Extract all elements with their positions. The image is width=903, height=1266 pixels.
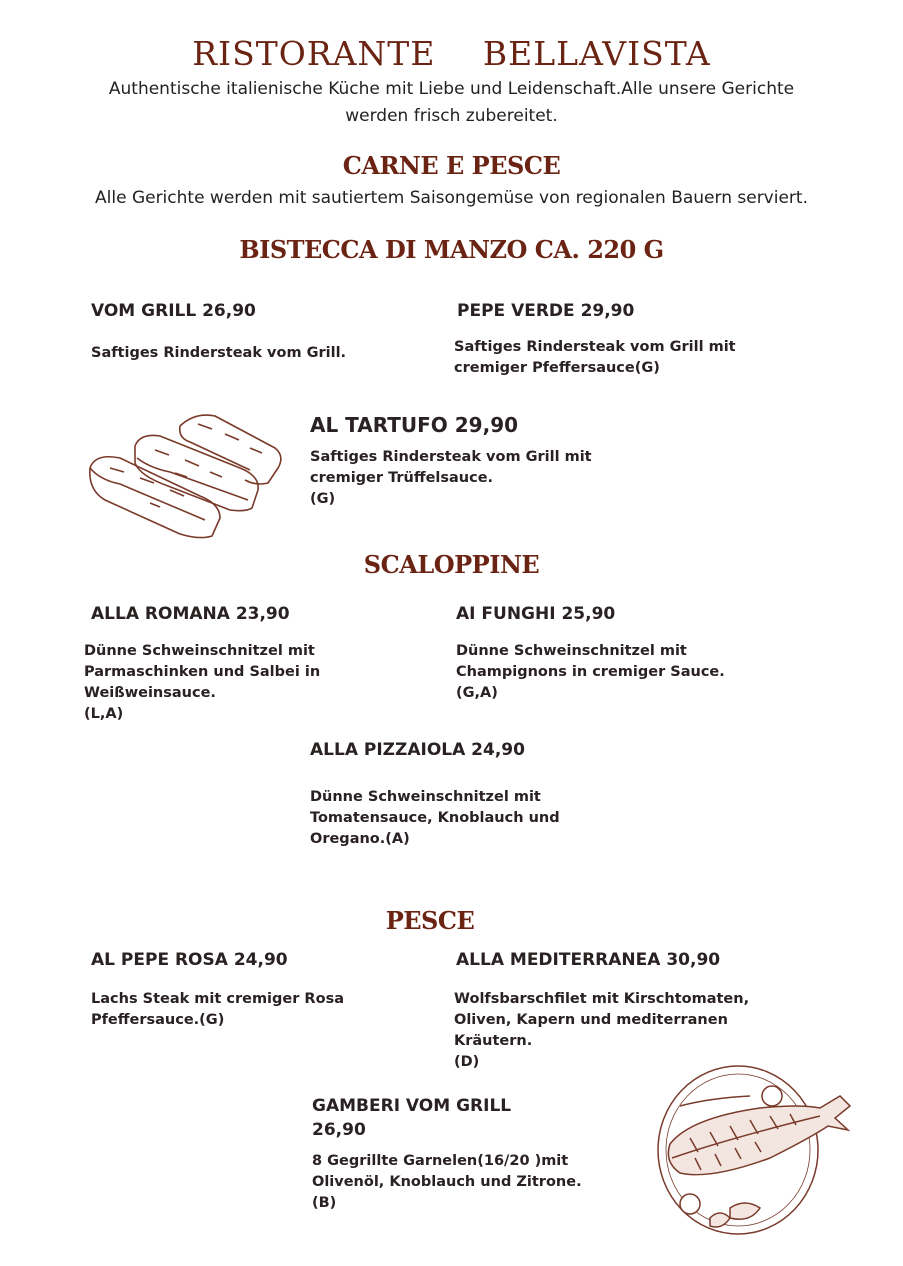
desc-line: 8 Gegrillte Garnelen(16/20 )mit — [312, 1153, 569, 1169]
desc-line: (G) — [310, 491, 336, 507]
section-heading-bistecca: BISTECCA DI MANZO CA. 220 G — [239, 235, 664, 264]
desc-line: Dünne Schweinschnitzel mit — [84, 643, 315, 659]
section-note: Alle Gerichte werden mit sautiertem Saisongemüse von regionalen Bauern serviert. — [95, 188, 808, 208]
desc-line: Lachs Steak mit cremiger Rosa — [91, 991, 344, 1007]
dish-name: AI FUNGHI 25,90 — [456, 604, 616, 624]
dish-name — [312, 1094, 511, 1142]
desc-line: Oliven, Kapern und mediterranen — [454, 1012, 728, 1028]
desc-line: (G,A) — [456, 685, 498, 701]
desc-line: (D) — [454, 1054, 480, 1070]
dish-name: ALLA MEDITERRANEA 30,90 — [456, 950, 721, 970]
dish-description — [454, 337, 736, 379]
dish-description — [456, 641, 725, 704]
desc-line: Parmaschinken und Salbei in — [84, 664, 321, 680]
desc-line: Dünne Schweinschnitzel mit — [456, 643, 687, 659]
section-heading-scaloppine: SCALOPPINE — [363, 550, 540, 579]
dish-name-line: GAMBERI VOM GRILL — [312, 1096, 512, 1116]
desc-line: Saftiges Rindersteak vom Grill mit — [454, 339, 736, 355]
desc-line: cremiger Trüffelsauce. — [310, 470, 494, 486]
intro-text: Authentische italienische Küche mit Liebe und Leidenschaft.Alle unsere Gerichte werden frisch zubereitet. — [108, 79, 795, 126]
restaurant-title: RISTORANTE BELLAVISTA — [192, 34, 711, 73]
dish-name: ALLA PIZZAIOLA 24,90 — [310, 740, 525, 760]
desc-line: (B) — [312, 1195, 337, 1211]
dish-description — [312, 1151, 582, 1214]
dish-description — [91, 989, 344, 1031]
desc-line: cremiger Pfeffersauce(G) — [454, 360, 660, 376]
desc-line: Dünne Schweinschnitzel mit — [310, 789, 541, 805]
desc-line: Saftiges Rindersteak vom Grill mit — [310, 449, 592, 465]
desc-line: Weißweinsauce. — [84, 685, 216, 701]
dish-description — [310, 447, 592, 510]
desc-line: Olivenöl, Knoblauch und Zitrone. — [312, 1174, 582, 1190]
dish-name: PEPE VERDE 29,90 — [457, 301, 635, 321]
fish-plate-illustration — [650, 1058, 860, 1244]
dish-name: AL PEPE ROSA 24,90 — [91, 950, 288, 970]
dish-name: AL TARTUFO 29,90 — [310, 413, 519, 437]
dish-description — [91, 343, 346, 364]
section-heading-carne-e-pesce: CARNE E PESCE — [342, 151, 561, 180]
dish-description — [310, 787, 560, 850]
section-heading-pesce: PESCE — [385, 906, 475, 935]
desc-line: Champignons in cremiger Sauce. — [456, 664, 725, 680]
dish-name: ALLA ROMANA 23,90 — [91, 604, 290, 624]
desc-line: Wolfsbarschfilet mit Kirschtomaten, — [454, 991, 750, 1007]
dish-price: 26,90 — [312, 1120, 366, 1140]
dish-name: VOM GRILL 26,90 — [91, 301, 256, 321]
desc-line: Tomatensauce, Knoblauch und — [310, 810, 560, 826]
desc-line: Oregano.(A) — [310, 831, 410, 847]
desc-line: Pfeffersauce.(G) — [91, 1012, 225, 1028]
desc-line: (L,A) — [84, 706, 124, 722]
desc-line: Kräutern. — [454, 1033, 533, 1049]
dish-description — [84, 641, 320, 725]
steak-illustration — [80, 408, 290, 543]
desc-line: Saftiges Rindersteak vom Grill. — [91, 345, 347, 361]
